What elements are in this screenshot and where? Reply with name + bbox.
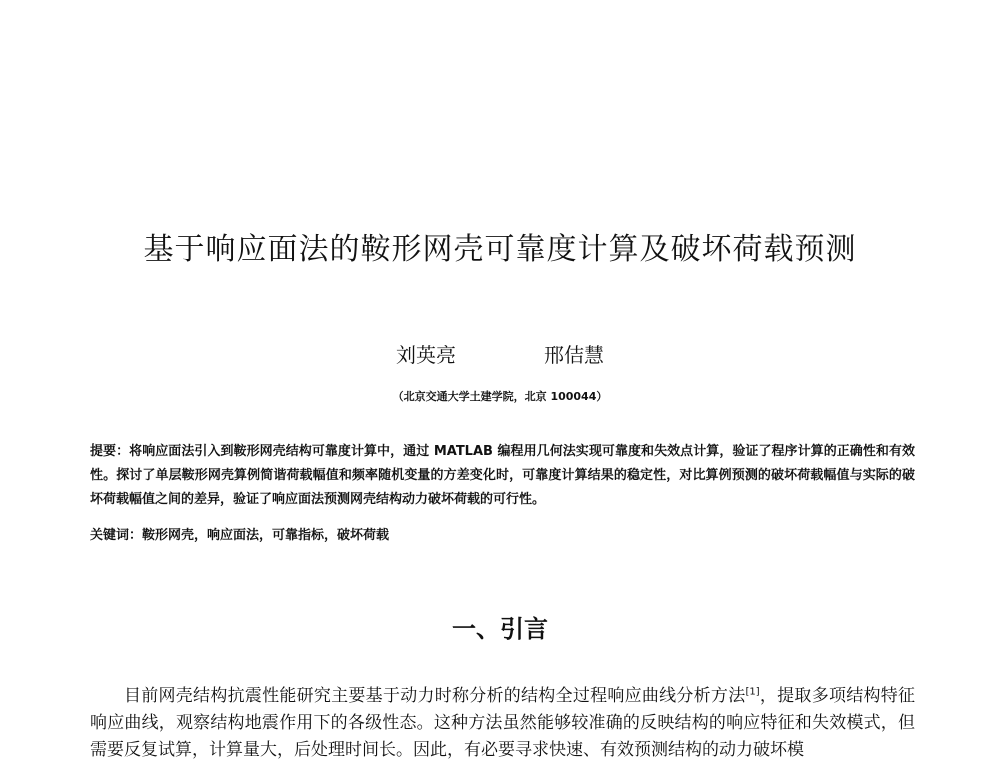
keywords xyxy=(90,525,915,547)
author-name: 刘英亮 xyxy=(396,343,456,367)
abstract-text: 将响应面法引入到鞍形网壳结构可靠度计算中，通过 MATLAB 编程用几何法实现可靠度和失效点计算，验证了程序计算的正确性和有效性。探讨了单层鞍形网壳算例简谐荷载幅值和频率随机变量的方差变化时，可靠度计算结果的稳定性，对比算例预测的破坏荷载幅值与实际的破坏荷载幅值之间的差异，验证了响应面法预测网壳结构动力破坏荷载的可行性。 xyxy=(90,444,915,507)
paragraph-text: ，提取多项结构特征响应曲线，观察结构地震作用下的各级性态。这种方法虽然能够较准确的反映结构的响应特征和失效模式，但需要反复试算，计算量大，后处理时间长。因此，有必要寻求快速、有效预测结构的动力破坏模 xyxy=(90,686,916,760)
author-name: 邢佶慧 xyxy=(544,343,604,367)
abstract xyxy=(90,440,915,512)
abstract-label: 提要： xyxy=(90,444,130,459)
author-affiliation: （北京交通大学土建学院，北京 100044） xyxy=(392,390,608,403)
citation-ref: [1] xyxy=(745,686,760,698)
section-heading: 一、引言 xyxy=(452,615,548,643)
keywords-label: 关键词： xyxy=(90,528,143,543)
paper-title: 基于响应面法的鞍形网壳可靠度计算及破坏荷载预测 xyxy=(143,232,857,267)
keywords-text: 鞍形网壳，响应面法，可靠指标，破坏荷载 xyxy=(142,528,390,543)
author-list xyxy=(0,341,1000,369)
paragraph-text: 目前网壳结构抗震性能研究主要基于动力时称分析的结构全过程响应曲线分析方法 xyxy=(124,686,746,706)
body-paragraph xyxy=(90,683,915,764)
